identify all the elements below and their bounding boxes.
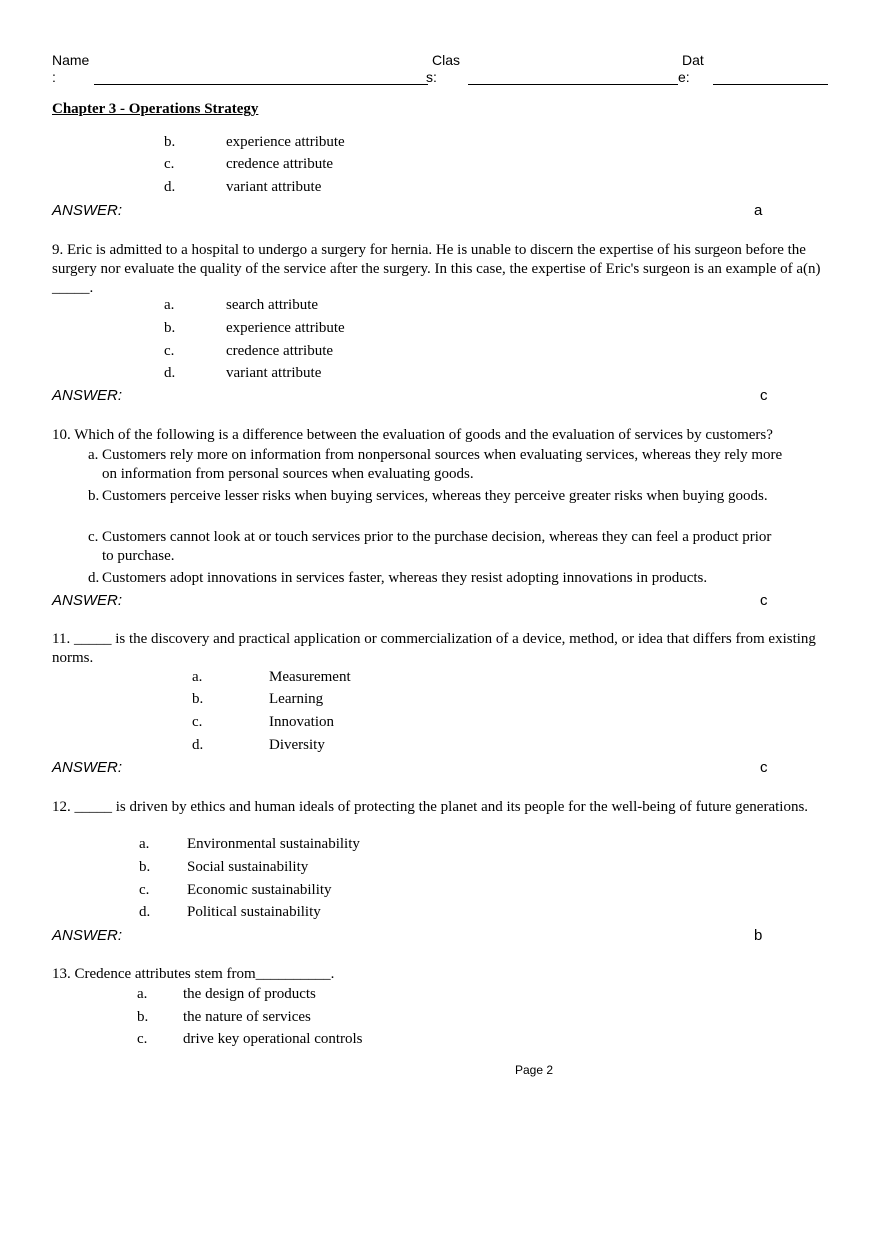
option-label: b. — [137, 1009, 149, 1025]
option-text: Customers adopt innovations in services faster, whereas they resist adopting innovations in products. — [102, 570, 708, 586]
option-label: c. — [164, 156, 175, 172]
option-text: Economic sustainability — [187, 882, 332, 898]
question-13-text: 13. Credence attributes stem from__________. — [52, 966, 335, 982]
option-a — [88, 446, 788, 484]
option-text: Learning — [269, 691, 324, 707]
date-field-line[interactable] — [713, 84, 828, 85]
option-text: drive key operational controls — [183, 1031, 363, 1047]
answer-label: ANSWER: — [52, 387, 123, 404]
option-text: the design of products — [183, 986, 316, 1002]
option-label: d. — [164, 179, 176, 195]
option-text: Diversity — [269, 737, 325, 753]
option-label: b. — [139, 859, 151, 875]
option-text: Measurement — [269, 669, 351, 685]
option-label: d. — [88, 570, 100, 586]
option-text: variant attribute — [226, 365, 322, 381]
answer-value: b — [754, 927, 763, 944]
option-label: d. — [192, 737, 204, 753]
option-text: credence attribute — [226, 156, 334, 172]
option-label: c. — [139, 882, 150, 898]
question-11-text: 11. _____ is the discovery and practical application or commercialization of a device, method, or idea that differs from existing norms. — [52, 631, 816, 666]
option-text: Customers rely more on information from nonpersonal sources when evaluating services, whereas they rely more on information from personal sources when evaluating goods. — [102, 447, 783, 482]
class-label-tail: s: — [426, 69, 437, 85]
option-label: c. — [137, 1031, 148, 1047]
answer-value: a — [754, 202, 763, 219]
option-label: d. — [139, 904, 151, 920]
option-label: a. — [137, 986, 148, 1002]
page-number: Page 2 — [515, 1063, 554, 1077]
option-text: Customers cannot look at or touch services prior to the purchase decision, whereas they can feel a product prior to purchase. — [102, 529, 772, 564]
option-label: a. — [192, 669, 203, 685]
option-text: Political sustainability — [187, 904, 321, 920]
class-label: Clas — [432, 52, 461, 68]
answer-label: ANSWER: — [52, 592, 123, 609]
answer-label: ANSWER: — [52, 759, 123, 776]
option-text: Environmental sustainability — [187, 836, 360, 852]
question-12-text: 12. _____ is driven by ethics and human ideals of protecting the planet and its people for the well-being of future generations. — [52, 799, 809, 815]
option-c — [88, 528, 783, 566]
option-label: d. — [164, 365, 176, 381]
option-label: c. — [88, 529, 99, 545]
option-label: a. — [164, 297, 175, 313]
option-text: experience attribute — [226, 134, 345, 150]
question-9-text: 9. Eric is admitted to a hospital to undergo a surgery for hernia. He is unable to discern the expertise of his surgeon before the surgery nor evaluate the quality of the service after the surgery. In this case, the expertise of Eric's surgeon is an example of a(n) _____. — [52, 242, 821, 296]
option-text: experience attribute — [226, 320, 345, 336]
answer-value: c — [760, 759, 768, 776]
option-b — [88, 487, 768, 506]
question-10-text: 10. Which of the following is a difference between the evaluation of goods and the evaluation of services by customers? — [52, 427, 773, 443]
date-label: Dat — [682, 52, 704, 68]
option-text: search attribute — [226, 297, 319, 313]
option-label: a. — [88, 447, 99, 463]
option-text: Innovation — [269, 714, 334, 730]
option-text: Social sustainability — [187, 859, 309, 875]
answer-value: c — [760, 387, 768, 404]
name-field-line[interactable] — [94, 84, 428, 85]
name-label-colon: : — [52, 69, 56, 85]
option-d — [88, 569, 788, 588]
answer-label: ANSWER: — [52, 202, 123, 219]
option-text: Customers perceive lesser risks when buying services, whereas they perceive greater risks when buying goods. — [102, 488, 768, 504]
option-label: c. — [192, 714, 203, 730]
chapter-title: Chapter 3 - Operations Strategy — [52, 101, 259, 117]
name-label: Name — [52, 52, 90, 68]
option-label: a. — [139, 836, 150, 852]
option-label: b. — [88, 488, 100, 504]
class-field-line[interactable] — [468, 84, 678, 85]
option-text: the nature of services — [183, 1009, 311, 1025]
option-label: b. — [164, 134, 176, 150]
option-label: b. — [164, 320, 176, 336]
option-text: variant attribute — [226, 179, 322, 195]
option-label: b. — [192, 691, 204, 707]
answer-value: c — [760, 592, 768, 609]
date-label-tail: e: — [678, 69, 690, 85]
answer-label: ANSWER: — [52, 927, 123, 944]
option-text: credence attribute — [226, 343, 334, 359]
option-label: c. — [164, 343, 175, 359]
